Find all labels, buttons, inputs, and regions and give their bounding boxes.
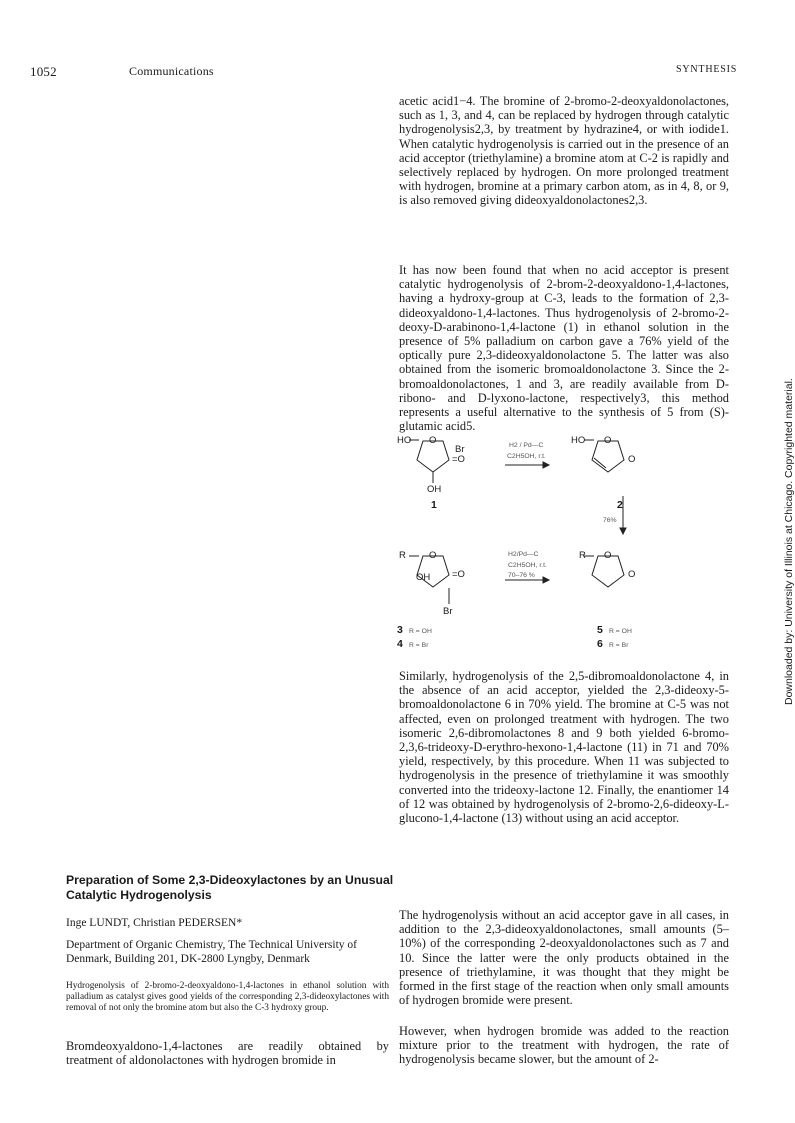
carbonyl-label-3: =O <box>452 569 465 580</box>
carbonyl-label-5: O <box>628 569 636 580</box>
compound-number-4: 4 <box>397 638 403 650</box>
article-title: Preparation of Some 2,3-Dideoxylactones by an Unusual Catalytic Hydrogenolysis <box>66 873 394 902</box>
condition-bottom-1: H2/Pd—C <box>508 551 539 558</box>
oh-label-1: OH <box>427 484 442 495</box>
substituent-5: R = OH <box>609 628 632 635</box>
download-notice-text: Downloaded by: University of Illinois at Chicago. Copyrighted material. <box>783 378 795 705</box>
compound-number-6: 6 <box>597 638 603 650</box>
condition-top-2: C2H5OH, r.t. <box>507 453 546 460</box>
paragraph-1: acetic acid1−4. The bromine of 2-bromo-2-deoxyaldonolactones, such as 1, 3, and 4, can be replaced by hydrogen through catalytic hydrogenolysis2,3, by treatment by hydrazine4, or with iodide1. When catalytic hydrogenolysis is carried out in the presence of an acid acceptor (triethylamine) a bromine atom at C-2 is rapidly and selectively replaced by hydrogen. On more prolonged treatment with hydrogen, bromine at a primary carbon atom, as in 4, 8, or 9, is also removed giving dideoxyaldonolactones2,3. <box>399 94 729 208</box>
condition-bottom-3: 70–76 % <box>508 572 535 579</box>
ring-o-label-5: O <box>604 550 612 561</box>
reaction-scheme <box>385 428 745 663</box>
journal-name: SYNTHESIS <box>676 64 738 75</box>
substituent-4: R = Br <box>409 642 429 649</box>
ring-o-label-1: O <box>429 435 437 446</box>
yield-label: 76% <box>603 517 617 524</box>
paragraph-2: It has now been found that when no acid acceptor is present catalytic hydrogenolysis of 2-brom-2-deoxyaldono-1,4-lactones, having a hydroxy-group at C-3, leads to the formation of 2,3-dideoxyaldono-1,4-lactones. Thus hydrogenolysis of 2-bromo-2-deoxy-D-arabinono-1,4-lactone (1) in ethanol solution in the presence of 5% palladium on carbon gave a 76% yield of the optically pure 2,3-dideoxyaldonolactone 5. The latter was also obtained from the isomeric bromoaldonolactone 3. Since the 2-bromoaldonolactones, 1 and 3, are readily available from D-ribono- and D-lyxono-lactone, respectively3, this method represents a useful alternative to the synthesis of 5 from (S)-glutamic acid5. <box>399 263 729 434</box>
compound-number-2: 2 <box>617 499 623 511</box>
ring-o-label-2: O <box>604 435 612 446</box>
br-label-1: Br <box>455 444 465 455</box>
intro-paragraph: Bromdeoxyaldono-1,4-lactones are readily obtained by treatment of aldonolactones with hydrogen bromide in <box>66 1039 389 1068</box>
arrow-down-head <box>620 528 626 534</box>
carbonyl-label-2: O <box>628 454 636 465</box>
condition-bottom-2: C2H5OH, r.t. <box>508 562 547 569</box>
ho-label-1: HO <box>397 435 412 446</box>
compound-number-3: 3 <box>397 624 403 636</box>
page-number: 1052 <box>30 64 57 79</box>
substituent-3: R = OH <box>409 628 432 635</box>
download-notice <box>783 345 795 705</box>
arrow-1-head <box>543 462 549 468</box>
oh-label-3: OH <box>416 572 431 583</box>
r-label-3: R <box>399 550 406 561</box>
carbonyl-label-1: =O <box>452 454 465 465</box>
paragraph-5: However, when hydrogen bromide was added to the reaction mixture prior to the treatment with hydrogen, the rate of hydrogenolysis became slower, but the amount of 2- <box>399 1024 729 1067</box>
compound-number-1: 1 <box>431 499 437 511</box>
paragraph-3: Similarly, hydrogenolysis of the 2,5-dibromoaldonolactone 4, in the absence of an acid acceptor, yielded the 2,3-dideoxy-5-bromoaldonolactone 6 in 70% yield. The bromine at C-5 was not affected, even on prolonged treatment with hydrogen. The two isomeric 2,6-dibromolactones 8 and 9 both yielded 6-bromo-2,3,6-trideoxy-D-erythro-hexono-1,4-lactone (11) in 71 and 70% yield, respectively, by this procedure. When 11 was subjected to hydrogenolysis in the presence of triethylamine it was smoothly converted into the trideoxy-lactone 12. Finally, the enantiomer 14 of 12 was obtained by hydrogenolysis of 2-bromo-2,6-dideoxy-L-glucono-1,4-lactone (13) without using an acid acceptor. <box>399 669 729 826</box>
abstract: Hydrogenolysis of 2-bromo-2-deoxyaldono-1,4-lactones in ethanol solution with palladium as catalyst gives good yields of the corresponding 2,3-dideoxylactones with removal of not only the bromine atom but also the C-3 hydroxy group. <box>66 981 389 1014</box>
substituent-6: R = Br <box>609 642 629 649</box>
arrow-2-head <box>543 577 549 583</box>
condition-top-1: H2 / Pd—C <box>509 442 544 449</box>
author-address: Department of Organic Chemistry, The Technical University of Denmark, Building 201, DK-2800 Lyngby, Denmark <box>66 939 357 965</box>
author-list: Inge LUNDT, Christian PEDERSEN* <box>66 917 243 929</box>
br-label-3: Br <box>443 606 453 617</box>
ho-label-2: HO <box>571 435 586 446</box>
ring-o-label-3: O <box>429 550 437 561</box>
r-label-5: R <box>579 550 586 561</box>
paragraph-4: The hydrogenolysis without an acid acceptor gave in all cases, in addition to the 2,3-dideoxyaldonolactones, small amounts (5–10%) of the corresponding 2-deoxyaldonolactones such as 7 and 10. Since the latter were the only products obtained in the presence of triethylamine, it was thought that they might be formed in the first stage of the reaction when only small amounts of hydrogen bromide were present. <box>399 908 729 1008</box>
reaction-scheme-svg <box>385 428 745 663</box>
section-title: Communications <box>129 64 214 78</box>
compound-number-5: 5 <box>597 624 603 636</box>
